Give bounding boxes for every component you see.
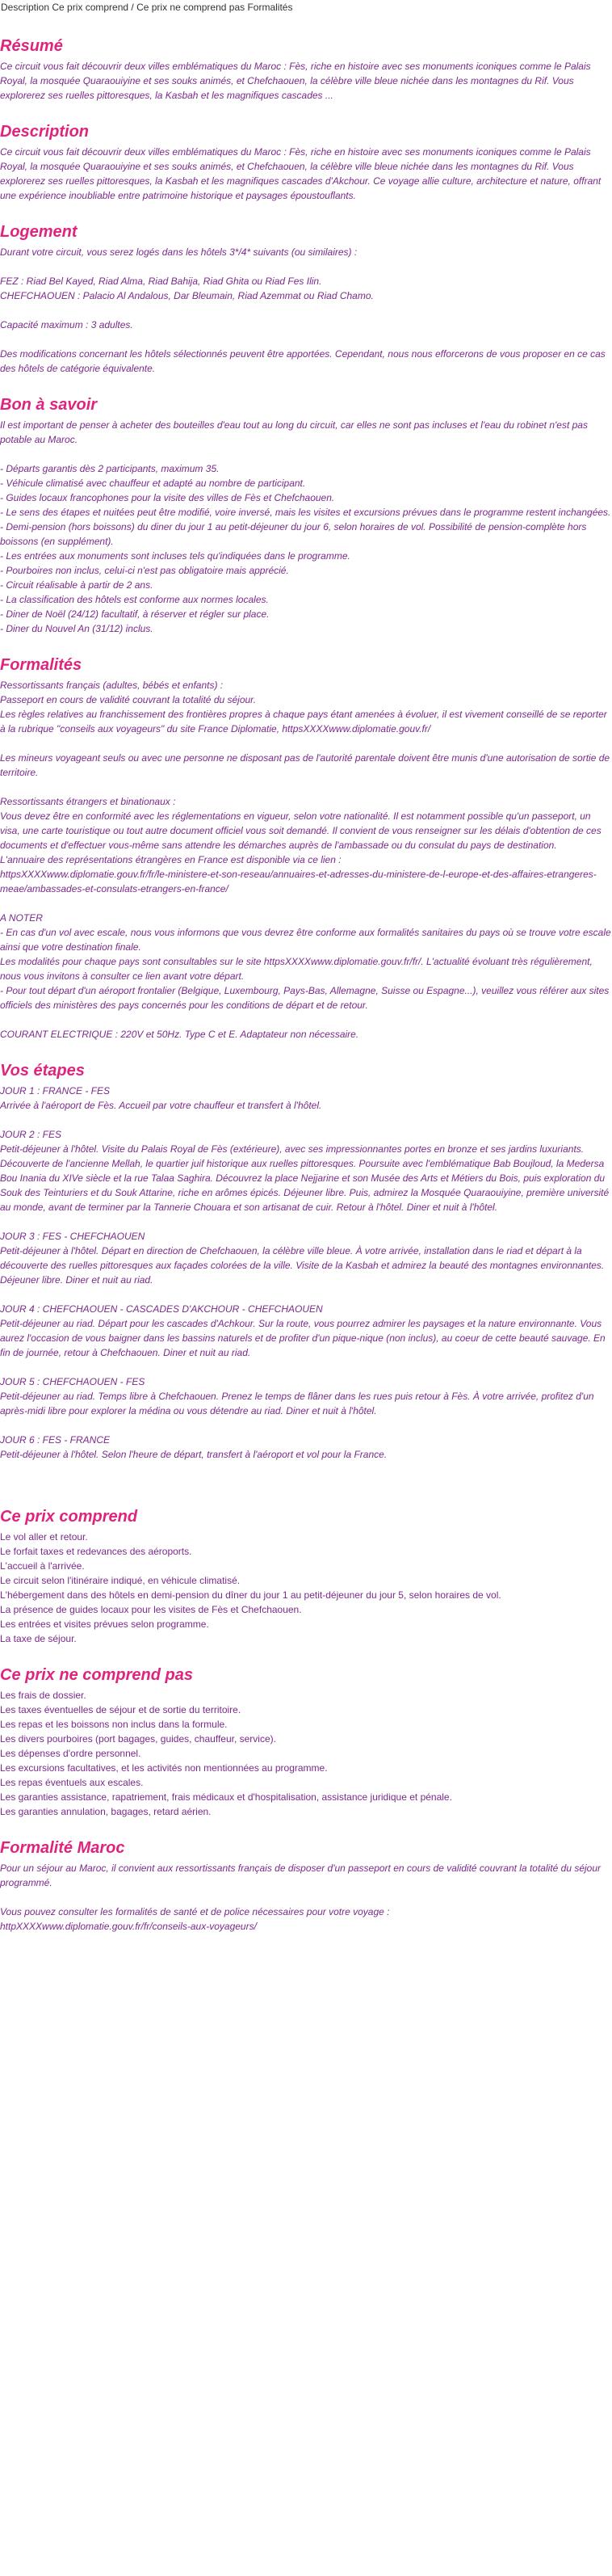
section-title: Vos étapes (0, 1062, 85, 1080)
section-etapes (0, 1061, 612, 1462)
section-text: Durant votre circuit, vous serez logés dans les hôtels 3*/4* suivants (ou similaires) : FEZ : Riad Bel Kayed, Riad Alma, Riad Bahija, Riad Ghita ou Riad Fes Ilin. CHEFCHAOUEN : Palacio Al Andalous, Dar Bleumain, Riad Azemmat ou Riad Chamo. Capacité maximum : 3 adultes. Des modifications concernant les hôtels sélectionnés peuvent être apportées. Cependant, nous nous efforcerons de vous proposer en ce cas des hôtels de catégorie équivalente. (0, 246, 606, 374)
section-prix-comprend (0, 1507, 612, 1646)
section-text: Pour un séjour au Maroc, il convient aux ressortissants français de disposer d'un passeport en cours de validité couvrant la totalité du séjour programmé. Vous pouvez consulter les formalités de santé et de police nécessaires pour votre voyage : httpXXXXwww.diplomatie.gouv.fr/fr/conseils-aux-voyageurs/ (0, 1863, 602, 1932)
section-title: Ce prix comprend (0, 1508, 138, 1526)
section-title: Description (0, 123, 90, 141)
section-title: Formalités (0, 656, 82, 674)
section-formalites (0, 655, 612, 1042)
section-title: Résumé (0, 37, 63, 55)
section-logement (0, 222, 612, 376)
section-title: Logement (0, 223, 78, 241)
section-text: Ressortissants français (adultes, bébés et enfants) : Passeport en cours de validité couvrant la totalité du séjour. Les règles relatives au franchissement des frontières propres à chaque pays étant amenées à évoluer, il est vivement conseillé de se reporter à la rubrique "conseils aux voyageurs" du site France Diplomatie, httpsXXXXwww.diplomatie.gouv.fr/ Les mineurs voyageant seuls ou avec une personne ne disposant pas de l'autorité parentale doivent être munis d'une autorisation de sortie de territoire. Ressortissants étrangers et binationaux : Vous devez être en conformité avec les réglementations en vigueur, selon votre nationalité. Il est notamment possible qu'un passeport, un visa, une carte touristique ou tout autre document officiel vous soit demandé. Il convient de vous renseigner sur les délais d'obtention de ces documents et d'effectuer vous-même sans attendre les démarches auprès de l'ambassade ou du consulat du pays de destination. L'annuaire des représentations étrangères en France est disponible via ce lien : httpsXXXXwww.diplomatie.gouv.fr/fr/le-ministere-et-son-reseau/annuaires-et-adresses-du-ministere-de-l-europe-et-des-affaires-etrangeres-meae/ambassades-et-consulats-etrangers-en-france/ A NOTER - En cas d'un vol avec escale, nous vous informons que vous devrez être conforme aux formalités sanitaires du pays où se trouve votre escale ainsi que votre destination finale. Les modalités pour chaque pays sont consultables sur le site httpsXXXXwww.diplomatie.gouv.fr/fr/. L'actualité évoluant très régulièrement, nous vous invitons à consulter ce lien avant votre départ. - Pour tout départ d'un aéroport frontalier (Belgique, Luxembourg, Pays-Bas, Allemagne, Suisse ou Espagne...), veuillez vous référer aux sites officiels des ministères des pays concernés pour les conditions de départ et de retour. COURANT ELECTRIQUE : 220V et 50Hz. Type C et E. Adaptateur non nécessaire. (0, 680, 611, 1040)
section-bon-a-savoir (0, 395, 612, 636)
section-text: Le vol aller et retour. Le forfait taxes et redevances des aéroports. L'accueil à l'arrivée. Le circuit selon l'itinéraire indiqué, en véhicule climatisé. L'hébergement dans des hôtels en demi-pension du dîner du jour 1 au petit-déjeuner du jour 5, selon horaires de vol. La présence de guides locaux pour les visites de Fès et Chefchaouen. Les entrées et visites prévues selon programme. La taxe de séjour. (0, 1531, 501, 1644)
section-title: Bon à savoir (0, 396, 98, 414)
section-formalite-maroc (0, 1838, 612, 1934)
section-text: Il est important de penser à acheter des bouteilles d'eau tout au long du circuit, car elles ne sont pas incluses et l'eau du robinet n'est pas potable au Maroc. - Départs garantis dès 2 participants, maximum 35. - Véhicule climatisé avec chauffeur et adapté au nombre de participant. - Guides locaux francophones pour la visite des villes de Fès et Chefchaouen. - Le sens des étapes et nuitées peut être modifié, voire inversé, mais les visites et excursions prévues dans le programme restent inchangées. - Demi-pension (hors boissons) du diner du jour 1 au petit-déjeuner du jour 6, selon horaires de vol. Possibilité de pension-complète hors boissons (en supplément). - Les entrées aux monuments sont incluses tels qu'indiquées dans le programme. - Pourboires non inclus, celui-ci n'est pas obligatoire mais apprécié. - Circuit réalisable à partir de 2 ans. - La classification des hôtels est conforme aux normes locales. - Diner de Noël (24/12) facultatif, à réserver et régler sur place. - Diner du Nouvel An (31/12) inclus. (0, 419, 611, 634)
section-text: Les frais de dossier. Les taxes éventuelles de séjour et de sortie du territoire. Les repas et les boissons non inclus dans la formule. Les divers pourboires (port bagages, guides, chauffeur, service). Les dépenses d'ordre personnel. Les excursions facultatives, et les activités non mentionnées au programme. Les repas éventuels aux escales. Les garanties assistance, rapatriement, frais médicaux et d'hospitalisation, assistance juridique et pénale. Les garanties annulation, bagages, retard aérien. (0, 1690, 452, 1817)
section-text: Ce circuit vous fait découvrir deux villes emblématiques du Maroc : Fès, riche en histoire avec ses monuments iconiques comme le Palais Royal, la mosquée Quaraouiyine et ses souks animés, et Chefchaouen, la célèbre ville bleue nichée dans les montagnes du Rif. Vous explorerez ses ruelles pittoresques, la Kasbah et les magnifiques cascades d'Akchour. Ce voyage allie culture, architecture et nature, offrant une expérience inoubliable entre patrimoine historique et paysages époustouflants. (0, 146, 604, 201)
section-prix-ne-comprend (0, 1665, 612, 1819)
section-text: JOUR 1 : FRANCE - FES Arrivée à l'aéroport de Fès. Accueil par votre chauffeur et transfert à l'hôtel. JOUR 2 : FES Petit-déjeuner à l'hôtel. Visite du Palais Royal de Fès (extérieure), avec ses impressionnantes portes en bronze et ses jardins luxuriants. Découverte de l'ancienne Mellah, le quartier juif historique aux ruelles pittoresques. Poursuite avec l'emblématique Bab Boujloud, la Medersa Bou Inania du XIVe siècle et la rue Talaa Saghira. Découvrez la place Nejjarine et son Musée des Arts et Métiers du Bois, puis exploration du Souk des Teinturiers et du Souk Attarine, riche en arômes épicés. Déjeuner libre. Puis, admirez la Mosquée Quaraouiyine, première université au monde, avant de terminer par la Tannerie Chouara et son artisanat de cuir. Retour à l'hôtel. Diner et nuit à l'hôtel. JOUR 3 : FES - CHEFCHAOUEN Petit-déjeuner à l'hôtel. Départ en direction de Chefchaouen, la célèbre ville bleue. À votre arrivée, installation dans le riad et départ à la découverte des ruelles pittoresques aux façades colorées de la ville. Visite de la Kasbah et admirez la beauté des montagnes environnantes. Déjeuner libre. Diner et nuit au riad. JOUR 4 : CHEFCHAOUEN - CASCADES D'AKCHOUR - CHEFCHAOUEN Petit-déjeuner au riad. Départ pour les cascades d'Achkour. Sur la route, vous pourrez admirer les paysages et la nature environnante. Vous aurez l'occasion de vous baigner dans les bassins naturels et de profiter d'un pique-nique (non inclus), au coeur de cette beauté sauvage. En fin de journée, retour à Chefchaouen. Diner et nuit au riad. JOUR 5 : CHEFCHAOUEN - FES Petit-déjeuner au riad. Temps libre à Chefchaouen. Prenez le temps de flâner dans les rues puis retour à Fès. À votre arrivée, profitez d'un après-midi libre pour explorer la médina ou vous détendre au riad. Diner et nuit à l'hôtel. JOUR 6 : FES - FRANCE Petit-déjeuner à l'hôtel. Selon l'heure de départ, transfert à l'aéroport et vol pour la France. (0, 1085, 610, 1460)
section-description (0, 122, 612, 203)
section-title: Ce prix ne comprend pas (0, 1666, 193, 1684)
section-title: Formalité Maroc (0, 1839, 125, 1857)
section-resume (0, 36, 612, 103)
section-text: Ce circuit vous fait découvrir deux villes emblématiques du Maroc : Fès, riche en histoire avec ses monuments iconiques comme le Palais Royal, la mosquée Quaraouiyine et ses souks animés, et Chefchaouen, la célèbre ville bleue nichée dans les montagnes du Rif. Vous explorerez ses ruelles pittoresques, la Kasbah et les magnifiques cascades ... (0, 61, 593, 101)
breadcrumb: Description Ce prix comprend / Ce prix ne comprend pas Formalités (1, 2, 293, 13)
